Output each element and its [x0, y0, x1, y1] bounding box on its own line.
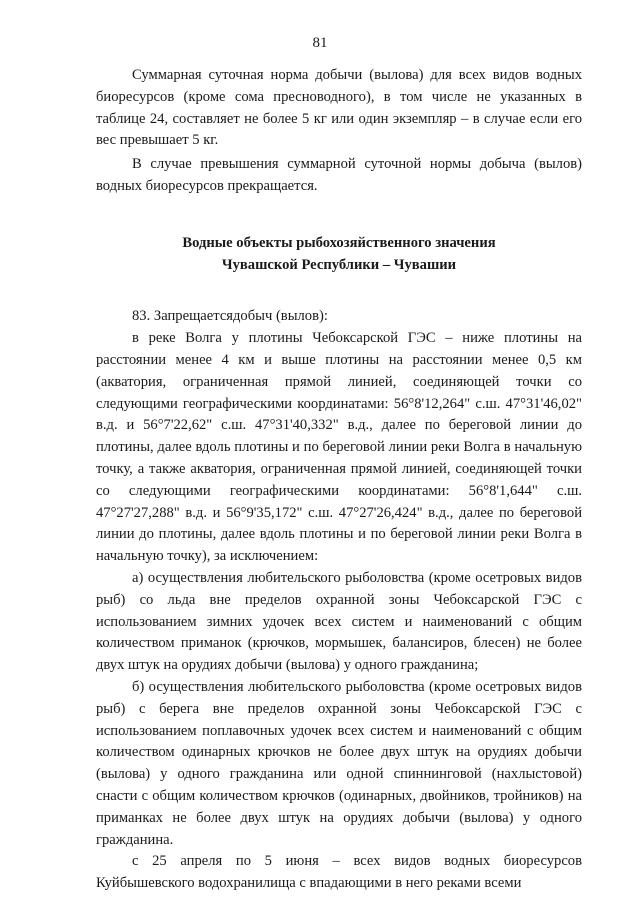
paragraph-exception-a: а) осуществления любительского рыболовства (кроме осетровых видов рыб) со льда вне пределов охранной зоны Чебоксарской ГЭС с использованием зимних удочек всех систем и наименований с общим количеством приманок (крючков, мормышек, балансиров, блесен) не более двух штук на орудиях добычи (вылова) у одного гражданина;: [96, 569, 582, 674]
paragraph-volga-dam: в реке Волга у плотины Чебоксарской ГЭС – ниже плотины на расстоянии менее 4 км и выше плотины на расстоянии менее 0,5 км (акватория, ограниченная прямой линией, соединяющей точки со следующими географическими координатами: 56°8'12,264" с.ш. 47°31'46,02" в.д. и 56°7'22,62" с.ш. 47°31'40,332" в.д., далее по береговой линии до плотины, далее вдоль плотины и по береговой линии реки Волга в начальную точку, а также акватория, ограниченная прямой линией, соединяющей точки со следующими географическими координатами: 56°8'1,644" с.ш. 47°27'27,288" в.д. и 56°9'35,172" с.ш. 47°27'26,424" в.д., далее по береговой линии до плотины, далее вдоль плотины и по береговой линии реки Волга в начальную точку), за исключением:: [96, 330, 582, 565]
section-heading-line-1: Водные объекты рыбохозяйственного значения: [182, 234, 496, 251]
document-body: [96, 65, 582, 895]
section-heading-line-2: Чувашской Республики – Чувашии: [221, 256, 457, 273]
page-number: 81: [312, 35, 328, 51]
paragraph-kuibyshev-reservoir: с 25 апреля по 5 июня – всех видов водных биоресурсов Куйбышевского водохранилища с впадающими в него реками всеми: [96, 853, 582, 892]
paragraph-limit-exceeded: В случае превышения суммарной суточной нормы добыча (вылов) водных биоресурсов прекращается.: [96, 156, 582, 194]
paragraph-daily-limit: Суммарная суточная норма добычи (вылова) для всех видов водных биоресурсов (кроме сома пресноводного), в том числе не указанных в таблице 24, составляет не более 5 кг или один экземпляр – в случае если его вес превышает 5 кг.: [96, 67, 582, 149]
clause-83-intro: 83. Запрещаетсядобыч (вылов):: [132, 308, 328, 325]
paragraph-exception-b: б) осуществления любительского рыболовства (кроме осетровых видов рыб) с берега вне пределов охранной зоны Чебоксарской ГЭС с использованием поплавочных удочек всех систем и наименований с общим количеством одинарных крючков не более двух штук на орудиях добычи (вылова) у одного гражданина или одной спиннинговой (нахлыстовой) снасти с общим количеством крючков (одинарных, двойников, тройников) на приманках не более двух штук на орудиях добычи (вылова) у одного гражданина.: [96, 678, 582, 848]
